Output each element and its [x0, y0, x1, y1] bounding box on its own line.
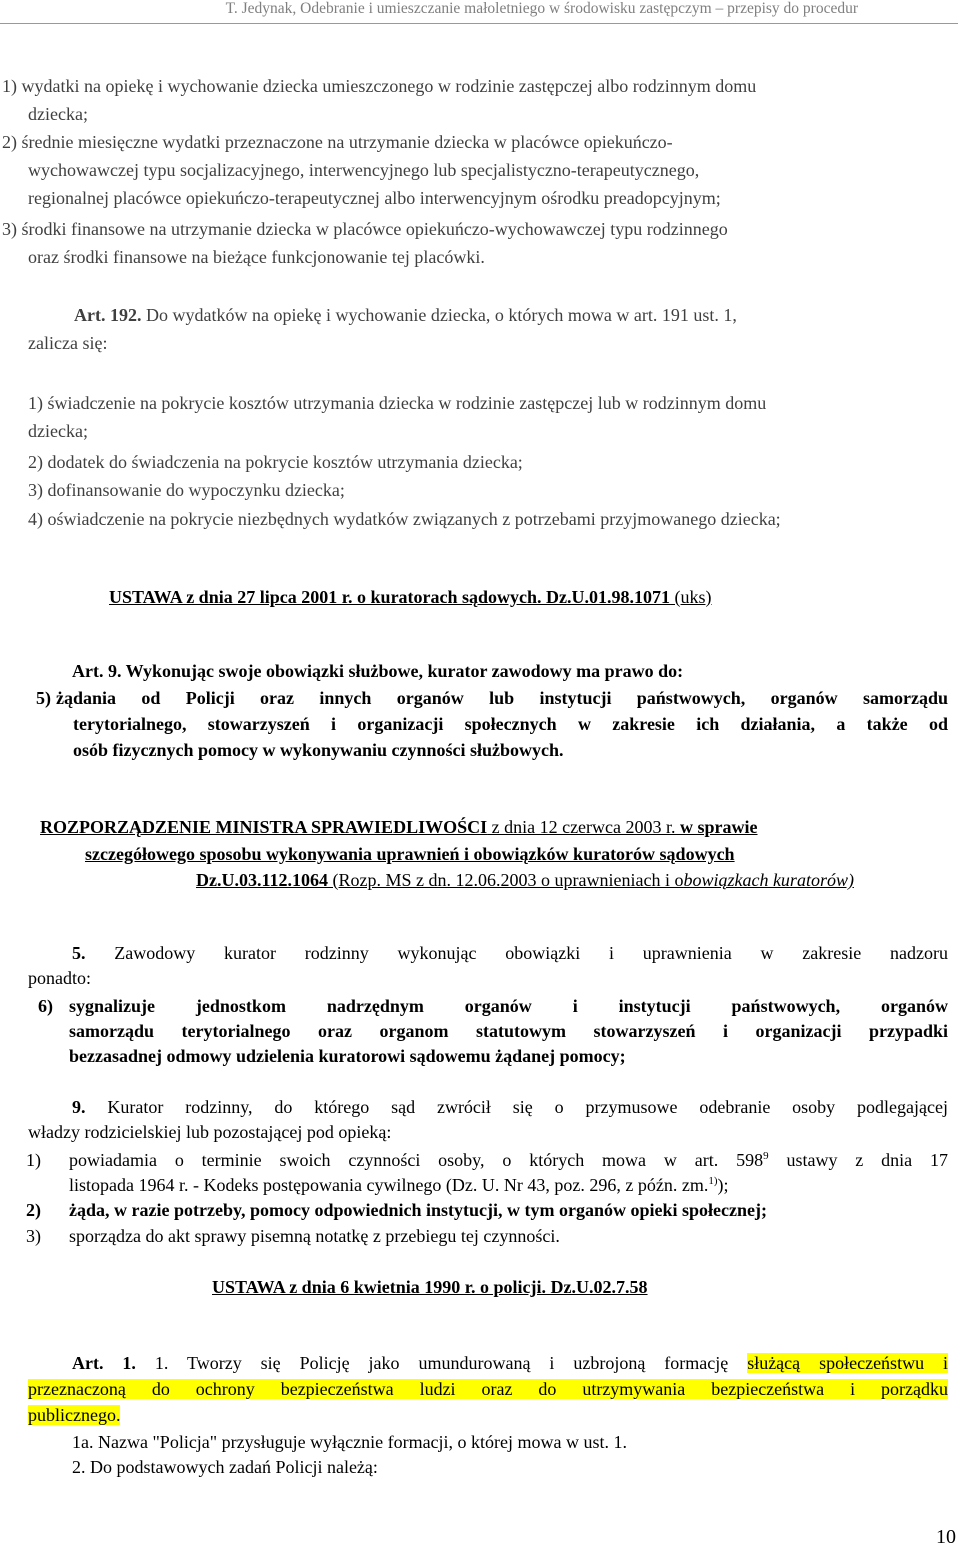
header-divider [0, 23, 958, 24]
list-item: dziecka; [28, 104, 88, 124]
paragraph-label: 5. [72, 943, 86, 963]
list-item: oraz środki finansowe na bieżące funkcjonowanie tej placówki. [28, 247, 485, 267]
list-item: 1) świadczenie na pokrycie kosztów utrzymania dziecka w rodzinie zastępczej lub w rodzinnym domu [28, 393, 767, 413]
list-item: wychowawczej typu socjalizacyjnego, interwencyjnego lub specjalistyczno-terapeutycznego, [28, 160, 700, 180]
list-item: 1) wydatki na opiekę i wychowanie dziecka umieszczonego w rodzinie zastępczej albo rodzinnym domu [2, 76, 757, 96]
list-item: regionalnej placówce opiekuńczo-terapeutycznej albo interwencyjnym ośrodku preadopcyjnym; [28, 188, 721, 208]
article-label: Art. 9. [72, 661, 122, 681]
list-item: 2) średnie miesięczne wydatki przeznaczone na utrzymanie dziecka w placówce opiekuńczo- [2, 132, 673, 152]
list-item: dziecka; [28, 421, 88, 441]
running-title: T. Jedynak, Odebranie i umieszczanie małoletniego w środowisku zastępczym – przepisy do procedur [225, 0, 858, 17]
article-label: Art. 1. [72, 1353, 136, 1373]
list-item: 2) dodatek do świadczenia na pokrycie kosztów utrzymania dziecka; [28, 452, 523, 472]
list-item: 4) oświadczenie na pokrycie niezbędnych wydatków związanych z potrzebami przyjmowanego dziecka; [28, 509, 781, 529]
paragraph-label: 9. [72, 1097, 86, 1117]
list-item: 3) dofinansowanie do wypoczynku dziecka; [28, 480, 345, 500]
article-label: Art. 192. [74, 305, 142, 325]
running-header [0, 0, 958, 24]
list-item: 3) środki finansowe na utrzymanie dziecka w placówce opiekuńczo-wychowawczej typu rodzinnego [2, 219, 728, 239]
page-number: 10 [936, 1526, 956, 1548]
